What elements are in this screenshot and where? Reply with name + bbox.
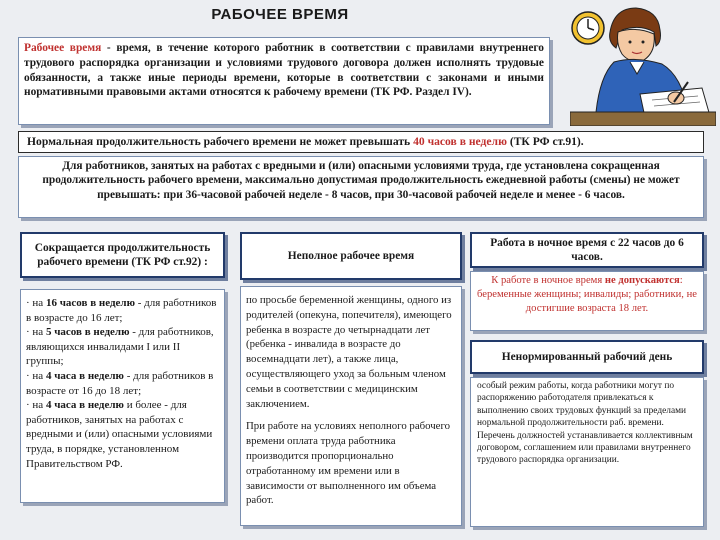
list-item: · на 16 часов в неделю - для работников в возрасте до 16 лет; xyxy=(26,297,217,324)
normal-ref: (ТК РФ ст.91). xyxy=(506,135,584,148)
reduced-hours-header: Сокращается продолжительность рабочего времени (ТК РФ ст.92) : xyxy=(20,232,225,278)
definition-term: Рабочее время xyxy=(24,42,102,54)
normal-highlight: 40 часов в неделю xyxy=(413,135,507,148)
irregular-day-body: особый режим работы, когда работники могут по распоряжению работодателя привлекаться к выполнению своих трудовых функций за пределами нормальной продолжительности раб. времени. Перечень должностей устанавливается коллективным договором, соглашением или правилами внутреннего трудового распорядка организации. xyxy=(470,377,704,527)
clock-icon xyxy=(572,12,604,44)
parttime-paragraph-2: При работе на условиях неполного рабочего времени оплата труда работника производится пропорционально отработанному им времени или в зависимости от выполненного им объема работ. xyxy=(246,420,451,507)
night-work-body: К работе в ночное время не допускаются: беременные женщины; инвалиды; работники, не достигшие возраста 18 лет. xyxy=(470,271,704,331)
irregular-day-header: Ненормированный рабочий день xyxy=(470,340,704,374)
reduced-hours-list xyxy=(20,289,225,503)
normal-hours-box xyxy=(18,131,704,153)
page-title: РАБОЧЕЕ ВРЕМЯ xyxy=(211,6,349,23)
parttime-paragraph-1: по просьбе беременной женщины, одного из родителей (опекуна, попечителя), имеющего ребенка в возрасте до четырнадцати лет (ребенка - инвалида в возрасте до восемнадцати лет), а также лица, осуществляющего уход за больным членом семьи в соответствии с медицинским заключением. xyxy=(246,294,452,410)
parttime-header: Неполное рабочее время xyxy=(240,232,462,280)
definition-text: - время, в течение которого работник в соответствии с правилами внутреннего трудового распорядка организации и условиями трудового договора должен исполнять трудовые обязанности, а также иные периоды времени, которые в соответствии с законами и иными нормативными правовыми актами относятся к рабочему времени (ТК РФ. Раздел IV). xyxy=(24,42,544,99)
list-item: · на 4 часа в неделю и более - для работников, занятых на работах с вредными и (или) опасными условиями труда, в порядке, установленном Правительством РФ. xyxy=(26,399,213,470)
list-item: · на 5 часов в неделю - для работников, являющихся инвалидами I или II группы; xyxy=(26,326,214,368)
definition-box xyxy=(18,37,550,125)
night-work-header: Работа в ночное время с 22 часов до 6 часов. xyxy=(470,232,704,268)
harmful-conditions-box: Для работников, занятых на работах с вредными и (или) опасными условиями труда, где установлена сокращенная продолжительность рабочего времени, максимально допустимая продолжительность ежедневной работы (смены) не может превышать: при 36-часовой рабочей неделе - 8 часов, при 30-часовой рабочей неделе и менее - 6 часов. xyxy=(18,156,704,218)
normal-text: Нормальная продолжительность рабочего времени не может превышать xyxy=(27,135,414,148)
parttime-body xyxy=(240,286,462,526)
list-item: · на 4 часа в неделю - для работников в возрасте от 16 до 18 лет; xyxy=(26,369,214,397)
worker-illustration xyxy=(570,2,716,126)
